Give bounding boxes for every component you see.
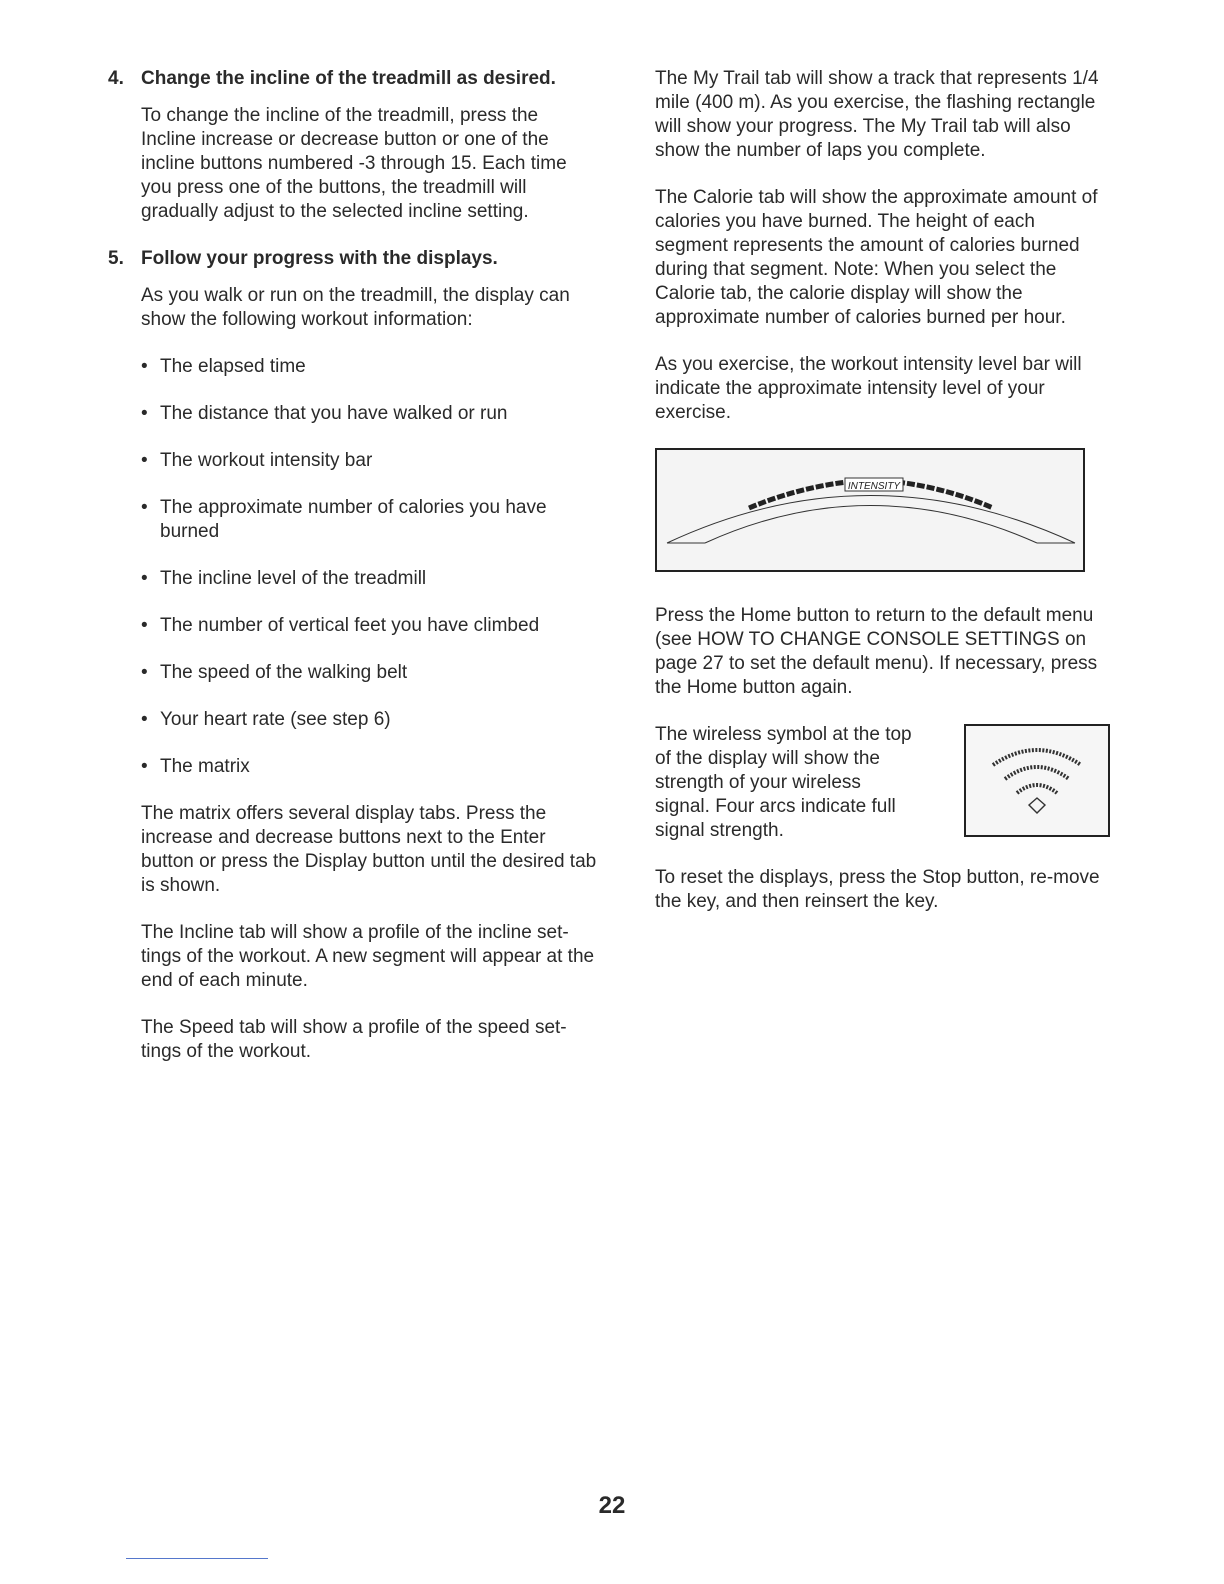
- list-item-text: Your heart rate (see step 6): [160, 709, 391, 730]
- bullet-icon: •: [141, 709, 148, 730]
- list-item-text: The number of vertical feet you have climbed: [160, 615, 540, 636]
- home-button-paragraph: Press the Home button to return to the default menu (see HOW TO CHANGE CONSOLE SETTINGS on page 27 to set the default menu). If necessary, press the Home button again.: [655, 605, 1098, 698]
- my-trail-paragraph: The My Trail tab will show a track that represents 1/4 mile (400 m). As you exercise, the flashing rectangle will show your progress. The My Trail tab will also show the number of laps you complete.: [655, 68, 1099, 161]
- workout-info-list: [108, 355, 598, 779]
- speed-tab-paragraph: The Speed tab will show a profile of the speed set-tings of the workout.: [141, 1017, 567, 1062]
- list-item: [141, 614, 598, 638]
- list-item-text: The speed of the walking belt: [160, 662, 408, 683]
- list-item-text: The incline level of the treadmill: [160, 568, 427, 589]
- wireless-section: [655, 723, 1110, 843]
- bullet-icon: •: [141, 403, 148, 424]
- step-5-title: Follow your progress with the displays.: [141, 248, 498, 269]
- incline-tab-paragraph: The Incline tab will show a profile of the incline set-tings of the workout. A new segment will appear at the end of each minute.: [141, 922, 595, 991]
- list-item-text: The elapsed time: [160, 356, 306, 377]
- wireless-signal-icon: [987, 741, 1087, 821]
- step-4-body: To change the incline of the treadmill, press the Incline increase or decrease button or one of the incline buttons numbered -3 through 15. Each time you press one of the buttons, the treadmill will gradually adjust to the selected incline setting.: [141, 105, 567, 222]
- calorie-paragraph: The Calorie tab will show the approximate amount of calories you have burned. The height of each segment represents the amount of calories burned during that segment. Note: When you select the Calorie tab, the calorie display will show the approximate number of calories burned per hour.: [655, 187, 1098, 328]
- list-item: [141, 708, 598, 732]
- step-5-heading: [108, 247, 598, 271]
- list-item-text: The workout intensity bar: [160, 450, 373, 471]
- list-item: [141, 496, 598, 544]
- step-4-number: 4.: [108, 68, 124, 89]
- step-5-intro: As you walk or run on the treadmill, the display can show the following workout information:: [141, 285, 570, 330]
- intensity-label: INTENSITY: [847, 481, 901, 492]
- bullet-icon: •: [141, 568, 148, 589]
- intensity-arc-icon: [657, 450, 1083, 570]
- bullet-icon: •: [141, 662, 148, 683]
- list-item-text: The matrix: [160, 756, 250, 777]
- list-item: [141, 755, 598, 779]
- left-column: [108, 67, 598, 1087]
- page-number: 22: [598, 1492, 626, 1519]
- intensity-paragraph: As you exercise, the workout intensity level bar will indicate the approximate intensity level of your exercise.: [655, 354, 1082, 423]
- list-item: [141, 402, 598, 426]
- bullet-icon: •: [141, 615, 148, 636]
- step-4-heading: [108, 67, 598, 91]
- intensity-bar-figure: [655, 448, 1085, 572]
- bullet-icon: •: [141, 450, 148, 471]
- bullet-icon: •: [141, 497, 148, 518]
- step-4-title: Change the incline of the treadmill as desired.: [141, 68, 556, 89]
- bullet-icon: •: [141, 356, 148, 377]
- list-item: [141, 567, 598, 591]
- list-item: [141, 661, 598, 685]
- list-item-text: The distance that you have walked or run: [160, 403, 508, 424]
- right-column: [655, 67, 1110, 937]
- wireless-paragraph: The wireless symbol at the top of the display will show the strength of your wireless signal. Four arcs indicate full signal strength.: [655, 724, 912, 841]
- footer-rule: [126, 1558, 268, 1559]
- bullet-icon: •: [141, 756, 148, 777]
- wireless-figure: [964, 724, 1110, 837]
- reset-paragraph: To reset the displays, press the Stop button, re-move the key, and then reinsert the key.: [655, 867, 1100, 912]
- matrix-paragraph: The matrix offers several display tabs. Press the increase and decrease buttons next to the Enter button or press the Display button until the desired tab is shown.: [141, 803, 597, 896]
- list-item-text: The approximate number of calories you have burned: [160, 497, 547, 542]
- step-5-number: 5.: [108, 248, 124, 269]
- list-item: [141, 355, 598, 379]
- list-item: [141, 449, 598, 473]
